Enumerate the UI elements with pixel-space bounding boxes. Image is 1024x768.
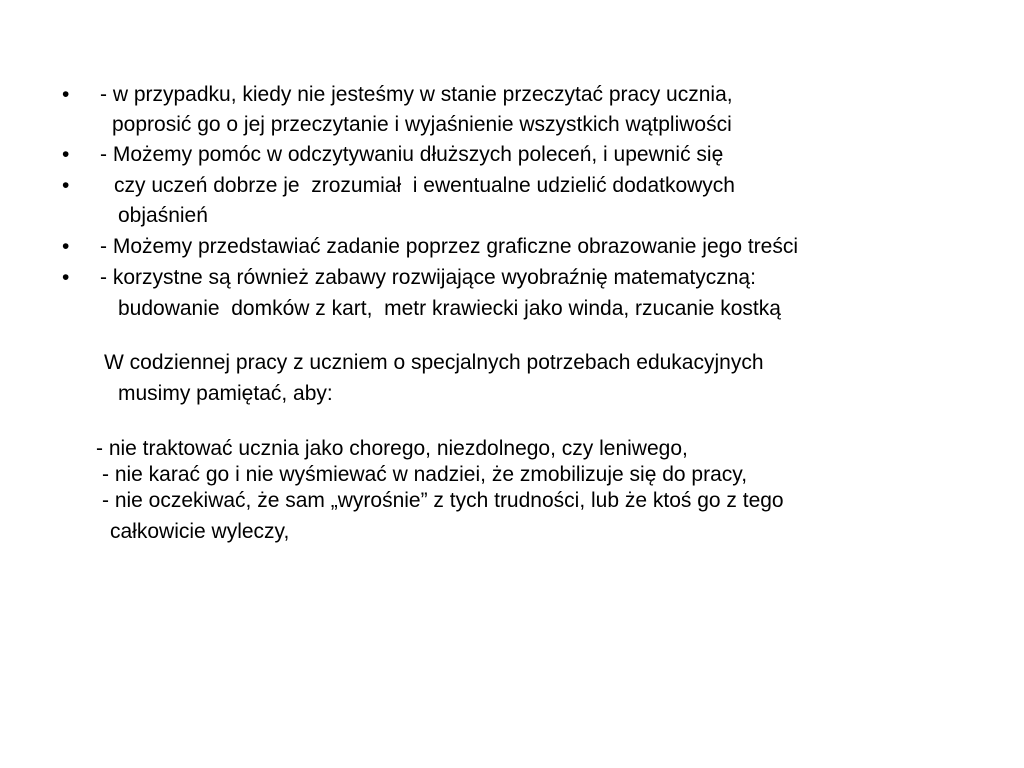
- bullet-2-line-1: - Możemy pomóc w odczytywaniu dłuższych poleceń, i upewnić się: [100, 143, 724, 166]
- bullet-marker: •: [62, 235, 70, 258]
- dont-list-line-2: - nie karać go i nie wyśmiewać w nadziei, że zmobilizuje się do pracy,: [102, 463, 748, 486]
- bullet-marker: •: [62, 143, 70, 166]
- bullet-5-line-1: - korzystne są również zabawy rozwijające wyobraźnię matematyczną:: [100, 266, 756, 289]
- bullet-3-line-1: czy uczeń dobrze je zrozumiał i ewentualne udzielić dodatkowych: [114, 174, 735, 197]
- dont-list-line-3: - nie oczekiwać, że sam „wyrośnie” z tych trudności, lub że ktoś go z tego: [102, 489, 784, 512]
- bullet-5-line-2: budowanie domków z kart, metr krawiecki jako winda, rzucanie kostką: [118, 297, 781, 320]
- bullet-4-line-1: - Możemy przedstawiać zadanie poprzez graficzne obrazowanie jego treści: [100, 235, 799, 258]
- bullet-3-line-2: objaśnień: [118, 204, 208, 227]
- bullet-1-line-2: poprosić go o jej przeczytanie i wyjaśnienie wszystkich wątpliwości: [112, 113, 732, 136]
- bullet-marker: •: [62, 266, 70, 289]
- bullet-marker: •: [62, 83, 70, 106]
- dont-list-line-4: całkowicie wyleczy,: [110, 520, 290, 543]
- bullet-1-line-1: - w przypadku, kiedy nie jesteśmy w stanie przeczytać pracy ucznia,: [100, 83, 733, 106]
- dont-list-line-1: - nie traktować ucznia jako chorego, niezdolnego, czy leniwego,: [96, 437, 688, 460]
- bullet-marker: •: [62, 174, 70, 197]
- paragraph-line-2: musimy pamiętać, aby:: [118, 382, 333, 405]
- paragraph-line-1: W codziennej pracy z uczniem o specjalnych potrzebach edukacyjnych: [104, 351, 764, 374]
